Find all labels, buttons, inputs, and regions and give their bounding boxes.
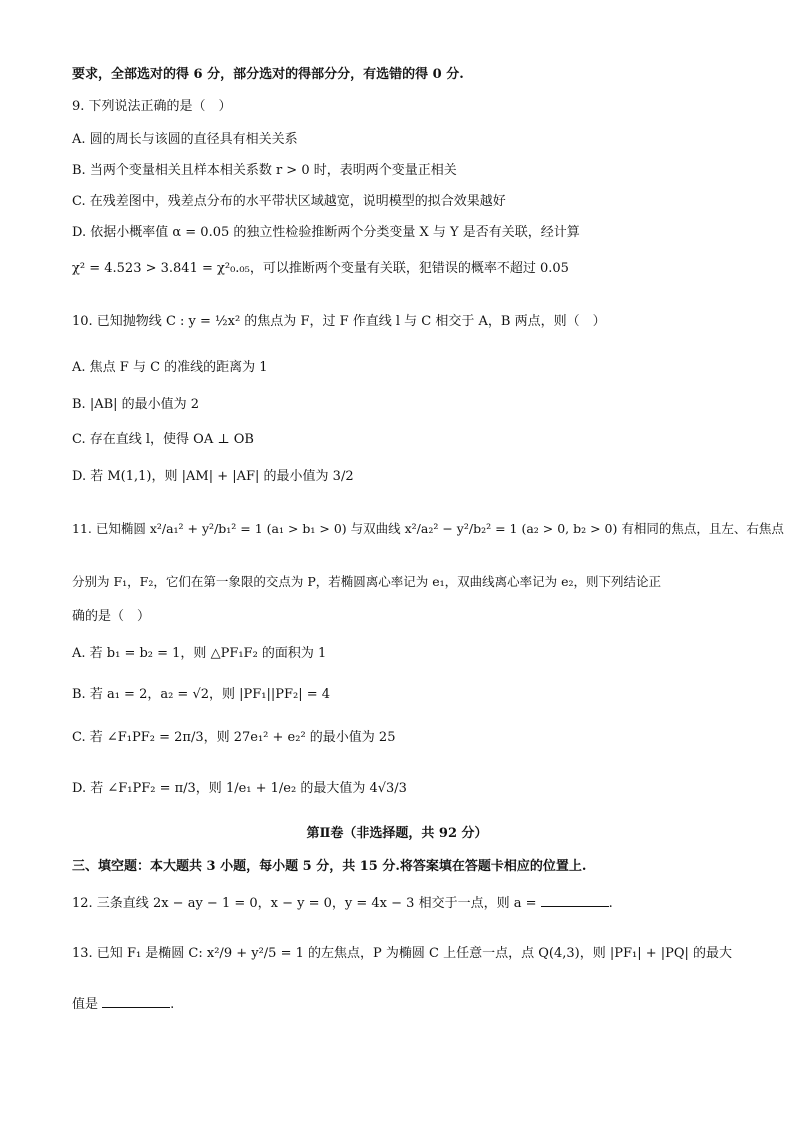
answer-blank-12[interactable] [541,892,609,907]
question-10-option-a: A. 焦点 F 与 C 的准线的距离为 1 [72,360,268,375]
question-10-stem: 10. 已知抛物线 C : y = ½x² 的焦点为 F，过 F 作直线 l 与 C 相交于 A，B 两点，则（ ） [72,314,606,329]
question-11-stem-line2: 分别为 F₁，F₂，它们在第一象限的交点为 P，若椭圆离心率记为 e₁，双曲线离心率记为 e₂，则下列结论正 [72,574,661,589]
question-13-text: 值是 [72,997,99,1012]
question-13-end: . [170,997,175,1012]
part-2-heading: 第Ⅱ卷（非选择题，共 92 分） [306,826,488,841]
question-9-stem: 9. 下列说法正确的是（ ） [72,99,232,114]
instructions-text: 要求，全部选对的得 6 分，部分选对的得部分分，有选错的得 0 分. [72,67,464,82]
section-3-heading: 三、填空题：本大题共 3 小题，每小题 5 分，共 15 分.将答案填在答题卡相应的位置上. [72,859,587,874]
question-9-option-a: A. 圆的周长与该圆的直径具有相关关系 [72,132,298,147]
question-11-stem-line3: 确的是（ ） [72,609,151,624]
question-10-option-d: D. 若 M(1,1)，则 |AM| + |AF| 的最小值为 3/2 [72,469,354,484]
question-13-line2 [72,993,734,1014]
question-9-option-b: B. 当两个变量相关且样本相关系数 r > 0 时，表明两个变量正相关 [72,163,457,178]
question-9-option-c: C. 在残差图中，残差点分布的水平带状区域越宽，说明模型的拟合效果越好 [72,194,506,209]
question-11-stem-line1: 11. 已知椭圆 x²/a₁² + y²/b₁² = 1 (a₁ > b₁ > 0) 与双曲线 x²/a₂² − y²/b₂² = 1 (a₂ > 0, b₂ > 0) 有相同的焦点，且左、右焦点 [72,521,784,536]
question-13-line1: 13. 已知 F₁ 是椭圆 C: x²/9 + y²/5 = 1 的左焦点，P 为椭圆 C 上任意一点，点 Q(4,3)，则 |PF₁| + |PQ| 的最大 [72,946,733,961]
question-11-option-a: A. 若 b₁ = b₂ = 1，则 △PF₁F₂ 的面积为 1 [72,646,327,661]
question-12 [72,892,734,913]
answer-blank-13[interactable] [102,993,170,1008]
question-9-option-d-line2: χ² = 4.523 > 3.841 = χ²₀.₀₅，可以推断两个变量有关联，犯错误的概率不超过 0.05 [72,261,569,276]
question-10-option-c: C. 存在直线 l，使得 OA ⊥ OB [72,432,254,447]
question-11-option-d: D. 若 ∠F₁PF₂ = π/3，则 1/e₁ + 1/e₂ 的最大值为 4√3/3 [72,781,407,796]
question-9-option-d-line1: D. 依据小概率值 α = 0.05 的独立性检验推断两个分类变量 X 与 Y 是否有关联，经计算 [72,225,580,240]
question-11-option-b: B. 若 a₁ = 2，a₂ = √2，则 |PF₁||PF₂| = 4 [72,687,331,702]
question-12-end: . [608,896,613,911]
question-11-option-c: C. 若 ∠F₁PF₂ = 2π/3，则 27e₁² + e₂² 的最小值为 25 [72,730,396,745]
question-10-option-b: B. |AB| 的最小值为 2 [72,397,200,412]
question-12-text: 12. 三条直线 2x − ay − 1 = 0，x − y = 0，y = 4x − 3 相交于一点，则 a = [72,896,537,911]
